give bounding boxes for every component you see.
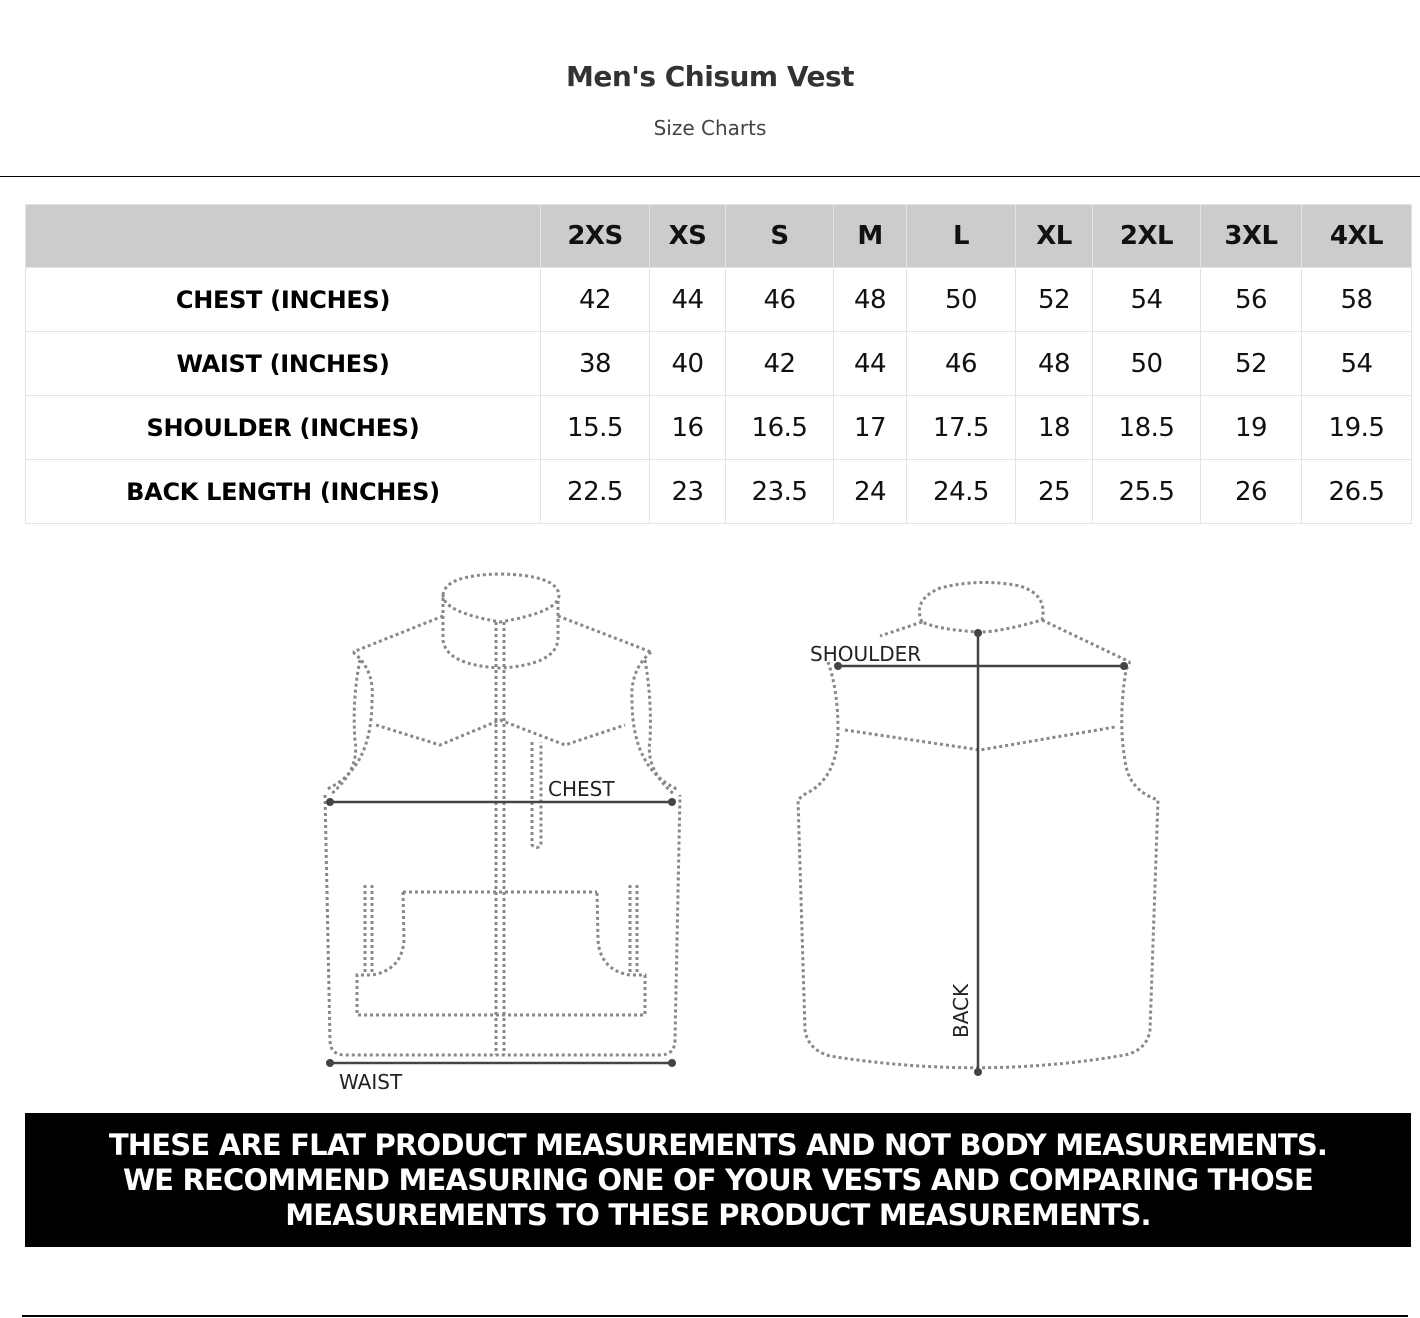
table-row [26,268,1412,332]
table-cell: 46 [907,332,1016,396]
row-label: BACK LENGTH (INCHES) [26,460,541,524]
table-cell: 42 [541,268,650,332]
column-header-m: M [834,205,907,268]
column-header-2xs: 2XS [541,205,650,268]
notice-text: THESE ARE FLAT PRODUCT MEASUREMENTS AND NOT BODY MEASUREMENTS. WE RECOMMEND MEASURING ONE OF YOUR VESTS AND COMPARING THOSE MEASUREMENTS TO THESE PRODUCT MEASUREMENTS. [108,1127,1328,1232]
table-cell: 44 [834,332,907,396]
table-cell: 15.5 [541,396,650,460]
column-header-3xl: 3XL [1201,205,1302,268]
page-title: Men's Chisum Vest [565,60,855,93]
table-cell: 23.5 [726,460,834,524]
table-row [26,396,1412,460]
column-header-xs: XS [650,205,726,268]
table-cell: 22.5 [541,460,650,524]
vest-measurement-diagram [300,560,1180,1100]
table-cell: 46 [726,268,834,332]
table-cell: 42 [726,332,834,396]
table-cell: 26 [1201,460,1302,524]
table-cell: 17.5 [907,396,1016,460]
table-header-row [26,205,1412,268]
top-divider [0,176,1420,177]
table-cell: 17 [834,396,907,460]
column-header-4xl: 4XL [1302,205,1412,268]
table-row [26,460,1412,524]
table-cell: 52 [1201,332,1302,396]
table-cell: 26.5 [1302,460,1412,524]
table-cell: 25 [1016,460,1093,524]
table-cell: 48 [1016,332,1093,396]
table-cell: 52 [1016,268,1093,332]
table-cell: 56 [1201,268,1302,332]
table-cell: 48 [834,268,907,332]
row-label: SHOULDER (INCHES) [26,396,541,460]
column-header-s: S [726,205,834,268]
table-cell: 50 [907,268,1016,332]
table-cell: 50 [1093,332,1201,396]
table-cell: 24.5 [907,460,1016,524]
table-cell: 54 [1093,268,1201,332]
table-cell: 54 [1302,332,1412,396]
page-subtitle: Size Charts [653,116,767,140]
table-cell: 16.5 [726,396,834,460]
table-cell: 40 [650,332,726,396]
table-cell: 25.5 [1093,460,1201,524]
bottom-divider [22,1315,1408,1317]
table-cell: 18 [1016,396,1093,460]
page-header [0,0,1420,177]
table-cell: 19.5 [1302,396,1412,460]
waist-label: WAIST [339,1070,403,1094]
size-chart-table [25,204,1412,524]
table-cell: 44 [650,268,726,332]
column-header-2xl: 2XL [1093,205,1201,268]
table-cell: 18.5 [1093,396,1201,460]
chest-label: CHEST [548,777,615,801]
row-label: CHEST (INCHES) [26,268,541,332]
table-cell: 16 [650,396,726,460]
table-cell: 38 [541,332,650,396]
table-cell: 23 [650,460,726,524]
column-header-l: L [907,205,1016,268]
column-header-xl: XL [1016,205,1093,268]
front-vest-outline-icon [325,574,680,1055]
column-header [26,205,541,268]
back-label: BACK [949,983,973,1038]
row-label: WAIST (INCHES) [26,332,541,396]
table-cell: 24 [834,460,907,524]
shoulder-label: SHOULDER [810,642,922,666]
measurement-notice-banner [25,1113,1411,1247]
table-cell: 19 [1201,396,1302,460]
table-cell: 58 [1302,268,1412,332]
table-row [26,332,1412,396]
